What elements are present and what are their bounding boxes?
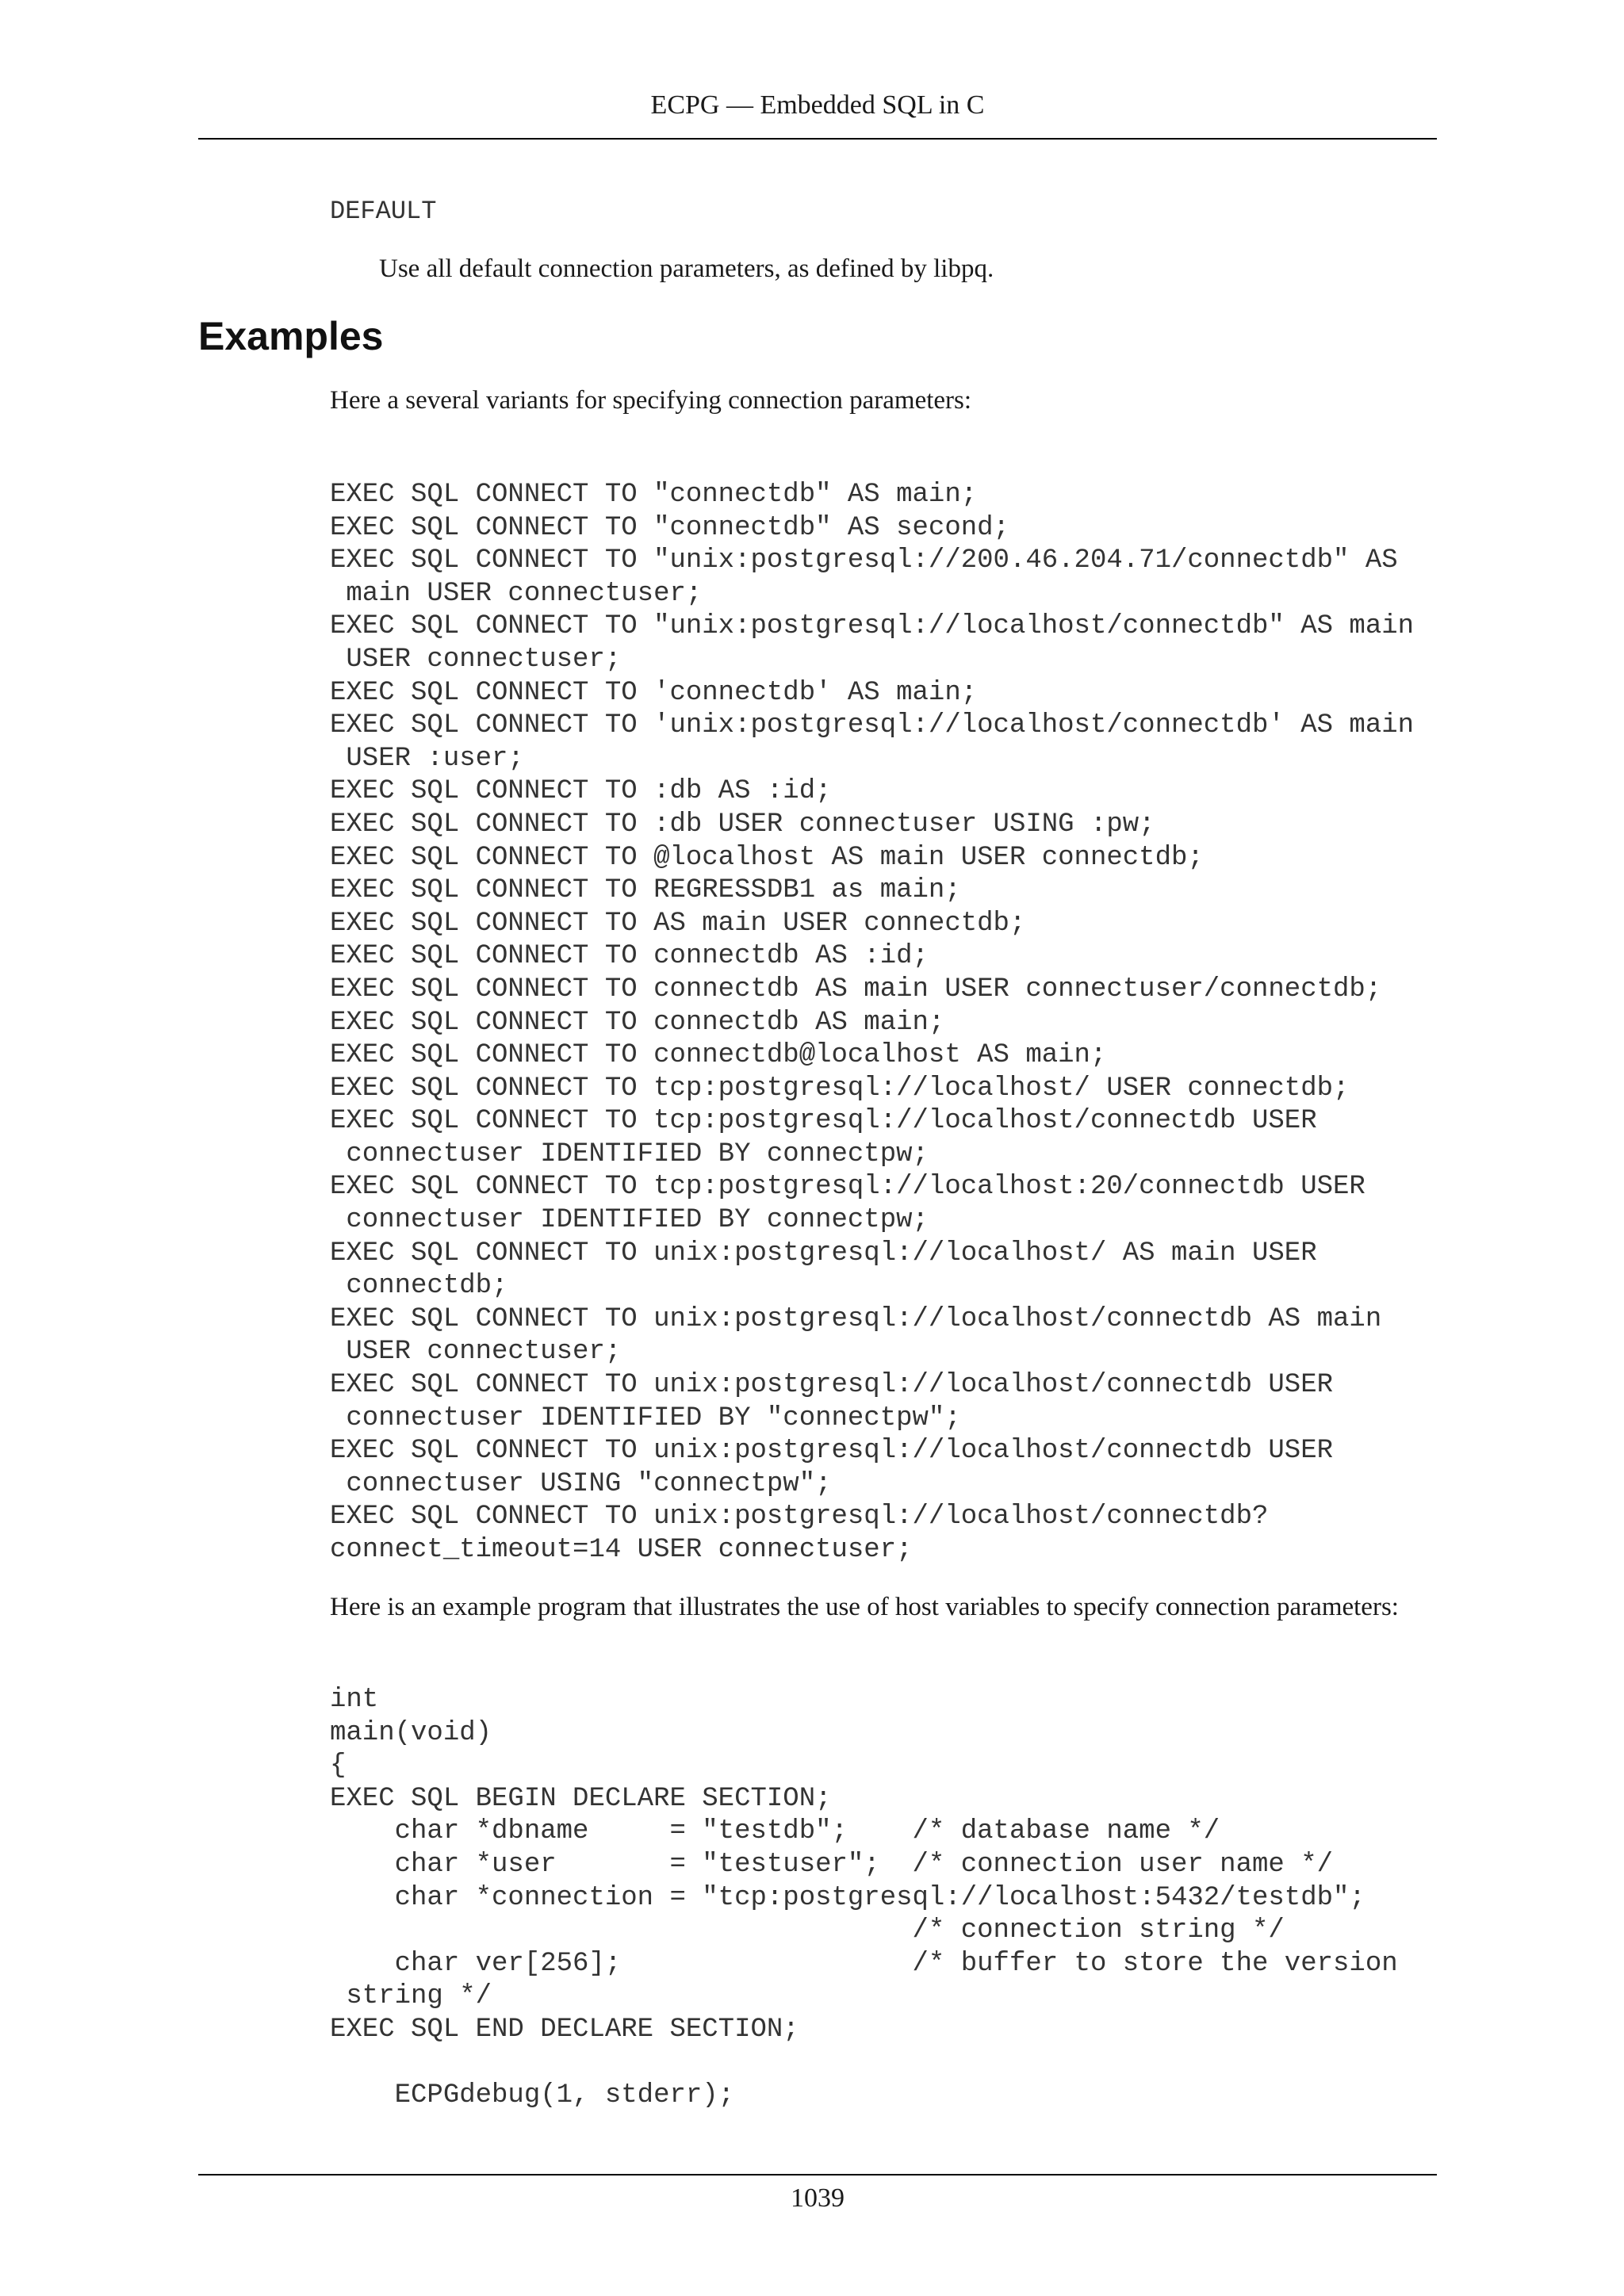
program-intro-paragraph: Here is an example program that illustrates the use of host variables to specify connection parameters: — [330, 1593, 1399, 1621]
definition-description: Use all default connection parameters, as defined by libpq. — [379, 254, 994, 283]
intro-paragraph: Here a several variants for specifying connection parameters: — [330, 386, 972, 415]
running-header — [198, 89, 1437, 140]
running-title: ECPG — Embedded SQL in C — [650, 90, 985, 120]
example-program-code-block: int main(void) { EXEC SQL BEGIN DECLARE SECTION; char *dbname = "testdb"; /* database name */ char *user = "testuser"; /* connection user name */ char *connection = "tcp:postgresql://localhost:5432/testdb"; /* connection string */ char ver[256]; /* buffer to store the version string */ EXEC SQL END DECLARE SECTION; ECPGdebug(1, stderr); — [330, 1685, 1398, 2111]
page-footer — [198, 2174, 1437, 2215]
page-number: 1039 — [791, 2183, 845, 2213]
connect-examples-code-block: EXEC SQL CONNECT TO "connectdb" AS main; EXEC SQL CONNECT TO "connectdb" AS second; EXEC SQL CONNECT TO "unix:postgresql://200.46.204.71/connectdb" AS main USER connectuser; EXEC SQL CONNECT TO "unix:postgresql://localhost/connectdb" AS main USER connectuser; EXEC SQL CONNECT TO 'connectdb' AS main; EXEC SQL CONNECT TO 'unix:postgresql://localhost/connectdb' AS main USER :user; EXEC SQL CONNECT TO :db AS :id; EXEC SQL CONNECT TO :db USER connectuser USING :pw; EXEC SQL CONNECT TO @localhost AS main USER connectdb; EXEC SQL CONNECT TO REGRESSDB1 as main; EXEC SQL CONNECT TO AS main USER connectdb; EXEC SQL CONNECT TO connectdb AS :id; EXEC SQL CONNECT TO connectdb AS main USER connectuser/connectdb; EXEC SQL CONNECT TO connectdb AS main; EXEC SQL CONNECT TO connectdb@localhost AS main; EXEC SQL CONNECT TO tcp:postgresql://localhost/ USER connectdb; EXEC SQL CONNECT TO tcp:postgresql://localhost/connectdb USER connectuser IDENTIFIED BY connectpw; EXEC SQL CONNECT TO tcp:postgresql://localhost:20/connectdb USER connectuser IDENTIFIED BY connectpw; EXEC SQL CONNECT TO unix:postgresql://localhost/ AS main USER connectdb; EXEC SQL CONNECT TO unix:postgresql://localhost/connectdb AS main USER connectuser; EXEC SQL CONNECT TO unix:postgresql://localhost/connectdb USER connectuser IDENTIFIED BY "connectpw"; EXEC SQL CONNECT TO unix:postgresql://localhost/connectdb USER connectuser USING "connectpw"; EXEC SQL CONNECT TO unix:postgresql://localhost/connectdb? connect_timeout=14 USER connectuser; — [330, 480, 1415, 1565]
section-heading: Examples — [198, 314, 384, 358]
definition-term: DEFAULT — [330, 197, 437, 226]
